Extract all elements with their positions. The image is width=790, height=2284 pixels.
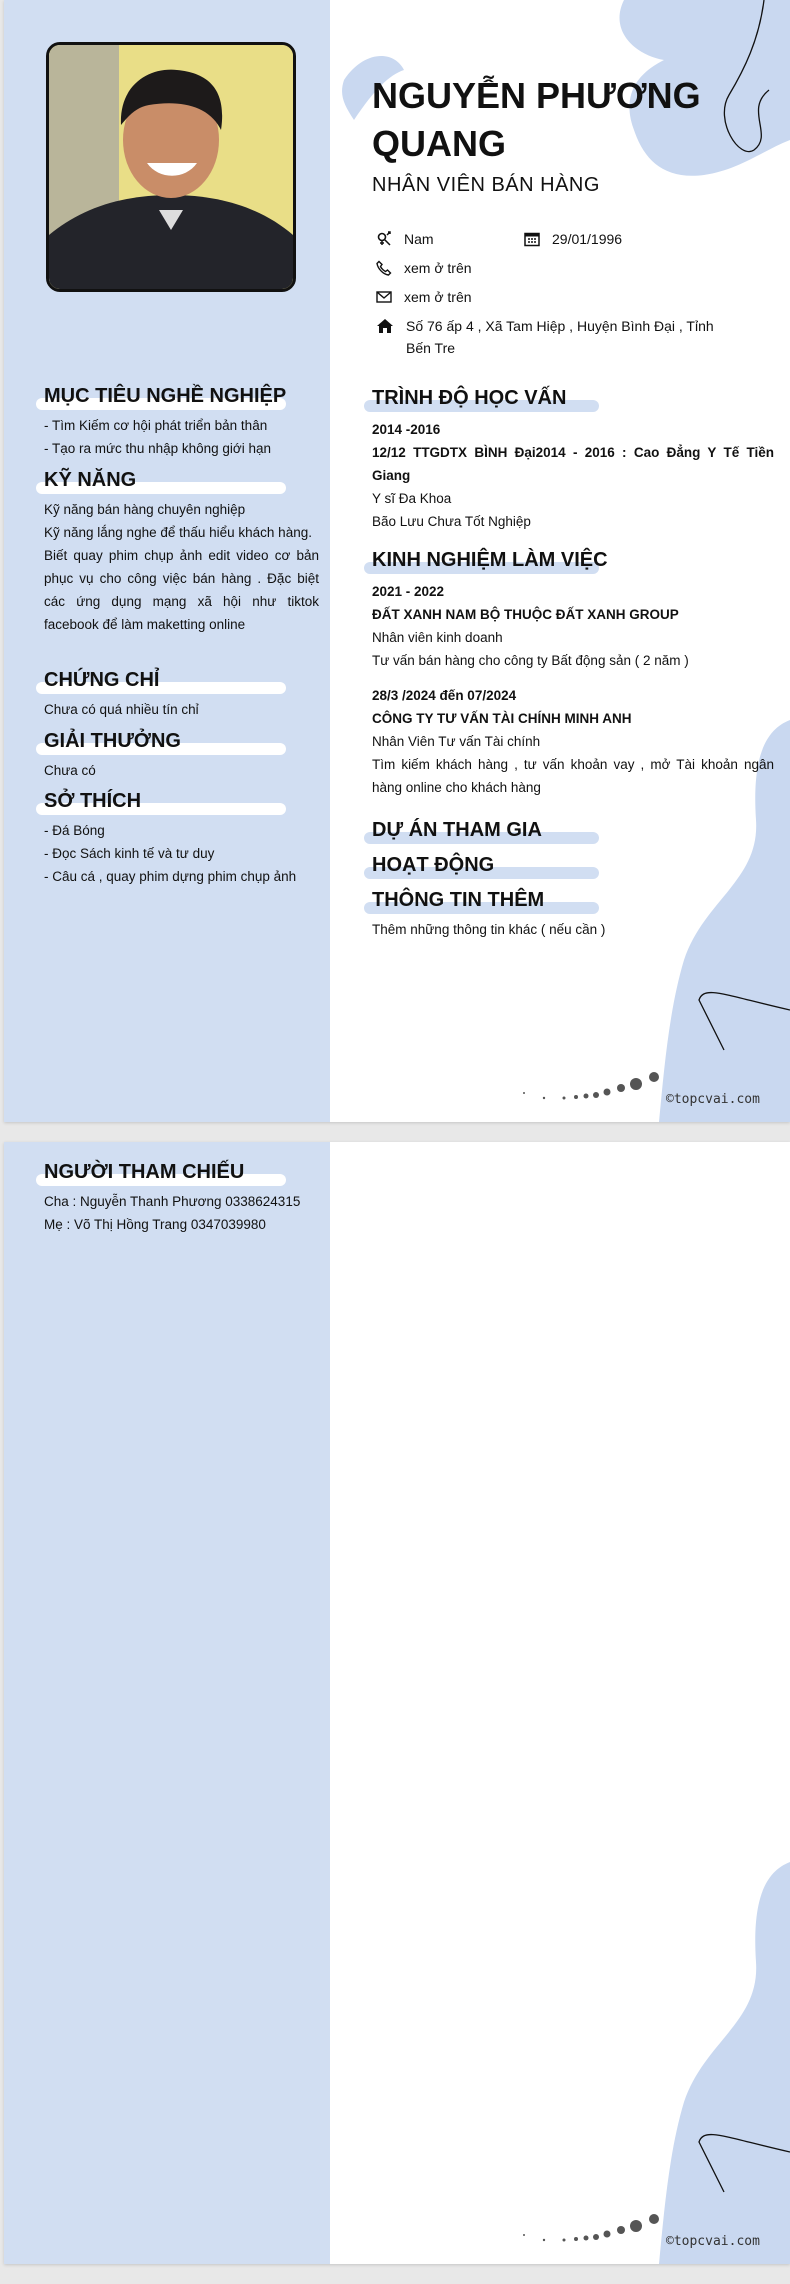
references-section [44, 1160, 319, 1236]
objective-line: - Tạo ra mức thu nhập không giới hạn [44, 441, 272, 456]
cv-page-1 [4, 0, 790, 1122]
references-heading: NGƯỜI THAM CHIẾU [44, 1160, 319, 1184]
job-period: 2021 - 2022 [372, 584, 445, 599]
activities-section [372, 853, 774, 877]
job-company: ĐẤT XANH NAM BỘ THUỘC ĐẤT XANH GROUP [372, 607, 679, 622]
skills-heading: KỸ NĂNG [44, 468, 319, 492]
certificates-heading: CHỨNG CHỈ [44, 668, 319, 692]
job-description: Tư vấn bán hàng cho công ty Bất động sản ( 2 năm ) [372, 653, 689, 668]
watermark: ©topcvai.com [666, 2234, 760, 2249]
certificates-section [44, 668, 319, 721]
avatar-photo [46, 42, 296, 292]
awards-section [44, 729, 319, 782]
candidate-position: NHÂN VIÊN BÁN HÀNG [372, 174, 600, 196]
gender-row [376, 228, 434, 250]
job-item [372, 580, 774, 672]
birthday-value: 29/01/1996 [552, 231, 623, 247]
projects-heading: DỰ ÁN THAM GIA [372, 818, 774, 842]
education-major: Y sĩ Đa Khoa [372, 491, 452, 506]
gender-icon [376, 231, 392, 247]
job-role: Nhân Viên Tư vấn Tài chính [372, 734, 541, 749]
calendar-icon [524, 231, 540, 247]
hobbies-section [44, 789, 319, 888]
objective-heading: MỤC TIÊU NGHỀ NGHIỆP [44, 384, 319, 408]
reference-line: Mẹ : Võ Thị Hồng Trang 0347039980 [44, 1217, 266, 1232]
hobby-line: - Câu cá , quay phim dựng phim chụp ảnh [44, 869, 297, 884]
skill-line: Kỹ năng bán hàng chuyên nghiệp [44, 502, 246, 517]
email-row [376, 286, 472, 308]
birthday-row [524, 228, 622, 250]
address-row [376, 315, 716, 359]
education-heading: TRÌNH ĐỘ HỌC VẤN [372, 386, 774, 410]
hobbies-heading: SỞ THÍCH [44, 789, 319, 813]
objective-line: - Tìm Kiếm cơ hội phát triển bản thân [44, 418, 268, 433]
education-note: Bão Lưu Chưa Tốt Nghiệp [372, 514, 531, 529]
projects-section [372, 818, 774, 842]
gender-value: Nam [404, 231, 434, 247]
candidate-name: NGUYỄN PHƯƠNG QUANG [372, 75, 701, 164]
email-value: xem ở trên [404, 289, 472, 305]
phone-value: xem ở trên [404, 260, 472, 276]
home-icon [376, 318, 394, 334]
activities-heading: HOẠT ĐỘNG [372, 853, 774, 877]
job-company: CÔNG TY TƯ VẤN TÀI CHÍNH MINH ANH [372, 711, 632, 726]
additional-info-section [372, 888, 774, 941]
education-section [372, 386, 774, 533]
watermark: ©topcvai.com [666, 1092, 760, 1107]
job-role: Nhân viên kinh doanh [372, 630, 503, 645]
skill-line: Biết quay phim chụp ảnh edit video cơ bản phục vụ cho công việc bán hàng . Đặc biệt các ứng dụng mạng xã hội như tiktok facebook để làm maketting online [44, 548, 319, 632]
job-description: Tìm kiếm khách hàng , tư vấn khoản vay , mở Tài khoản ngân hàng online cho khách hàng [372, 757, 774, 795]
phone-row [376, 257, 472, 279]
objective-section [44, 384, 319, 460]
awards-heading: GIẢI THƯỞNG [44, 729, 319, 753]
education-school: 12/12 TTGDTX BÌNH Đại2014 - 2016 : Cao Đẳng Y Tế Tiền Giang [372, 445, 774, 483]
education-period: 2014 -2016 [372, 422, 441, 437]
phone-icon [376, 260, 392, 276]
address-value: Số 76 ấp 4 , Xã Tam Hiệp , Huyện Bình Đại , Tỉnh Bến Tre [406, 318, 714, 356]
job-item [372, 684, 774, 799]
email-icon [376, 289, 392, 305]
job-period: 28/3 /2024 đến 07/2024 [372, 688, 517, 703]
cv-page-2 [4, 1142, 790, 2264]
experience-section [372, 548, 774, 799]
certificates-text: Chưa có quá nhiều tín chỉ [44, 702, 199, 717]
skills-section [44, 468, 319, 636]
hobby-line: - Đọc Sách kinh tế và tư duy [44, 846, 215, 861]
hobby-line: - Đá Bóng [44, 823, 105, 838]
experience-heading: KINH NGHIỆM LÀM VIỆC [372, 548, 774, 572]
reference-line: Cha : Nguyễn Thanh Phương 0338624315 [44, 1194, 301, 1209]
awards-text: Chưa có [44, 763, 96, 778]
skill-line: Kỹ năng lắng nghe để thấu hiểu khách hàng. [44, 525, 312, 540]
additional-info-heading: THÔNG TIN THÊM [372, 888, 774, 912]
additional-info-text: Thêm những thông tin khác ( nếu cần ) [372, 922, 606, 937]
background-decoration [4, 1142, 790, 2264]
